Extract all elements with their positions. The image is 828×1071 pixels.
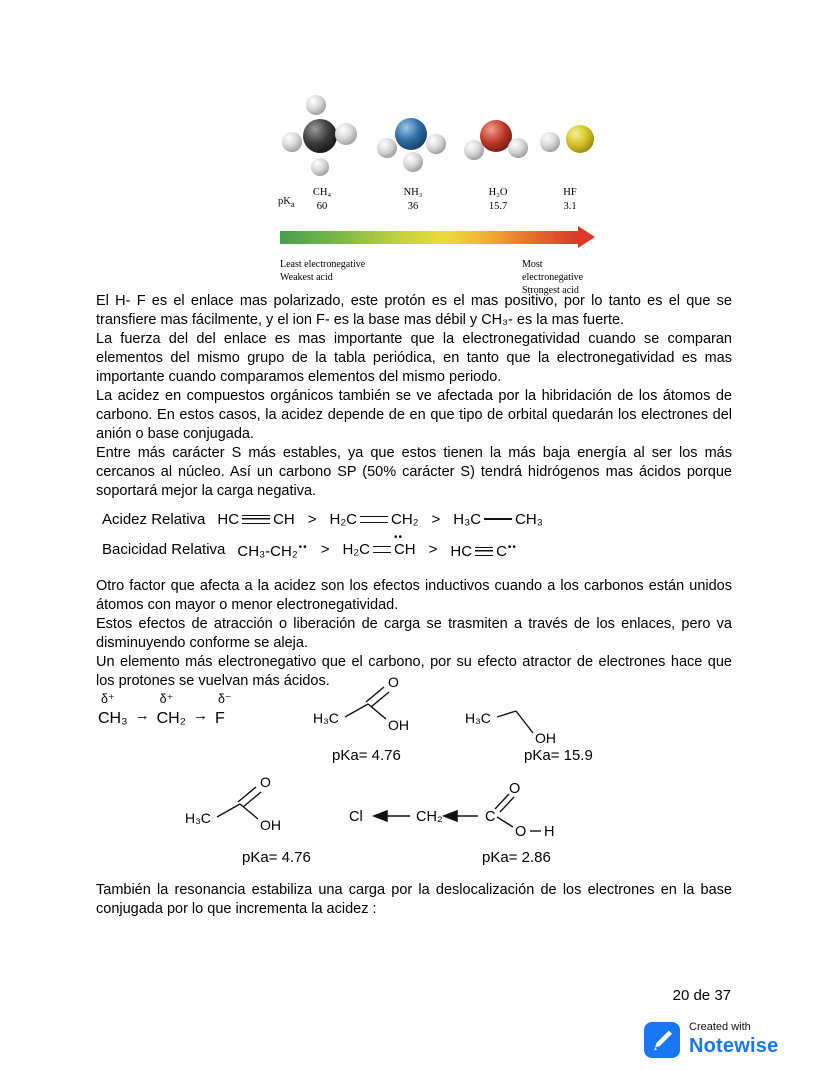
paragraph-6: Estos efectos de atracción o liberación de carga se trasmiten a través de los enlaces, pero va disminuyendo conforme se aleja. [96, 616, 732, 651]
nh3-pka: 36 [407, 201, 419, 213]
gradient-bar [280, 231, 578, 244]
right-arrow-icon: → [192, 707, 208, 725]
arrow-caption-left: Least electronegative Weakest acid [280, 259, 366, 283]
paragraph-2: La fuerza del del enlace es mas importante que la electronegatividad cuando se comparan elementos del mismo grupo de la tabla periódica, en tanto que la electronegatividad es mas importante cuando comparamos elementos del mismo periodo. [96, 331, 732, 385]
created-with-label: Created with [689, 1021, 751, 1033]
svg-text:C: C [485, 809, 496, 825]
triple-bond [475, 547, 493, 556]
acidity-trend-figure [266, 92, 606, 296]
svg-text:OH: OH [535, 730, 556, 746]
nh3-formula: NH₃ [403, 187, 423, 198]
paragraph-5: Otro factor que afecta a la acidez son los efectos inductivos cuando a los carbonos están unidos átomos con mayor o menor electronegatividad. [96, 578, 732, 613]
notewise-brand-label: Notewise [689, 1035, 779, 1058]
chain-ch3: δ⁺ CH₃ [98, 692, 128, 727]
ch4-pka: 60 [316, 201, 328, 213]
svg-text:Cl: Cl [349, 809, 363, 825]
double-bond [373, 546, 391, 553]
bacicidad-relativa-label: Bacicidad Relativa [102, 541, 226, 558]
svg-text:OH: OH [388, 717, 409, 733]
ch4-label [290, 186, 354, 214]
footer-text [689, 1021, 778, 1058]
greater-than: > [320, 541, 330, 558]
paragraph-3: La acidez en compuestos orgánicos también se ve afectada por la hibridación de los átomos de carbono. En estos casos, la acidez depende de en que tipo de orbital quedarán los electrones del anión o base conjugada. [96, 388, 732, 442]
paragraph-8: También la resonancia estabiliza una carga por la deslocalización de los electrones en la base conjugada por lo que incrementa la acidez : [96, 882, 732, 917]
acetic-acid-structure-2 [184, 775, 290, 847]
chain-f: δ⁻ F [214, 692, 232, 727]
hf-pka: 3.1 [563, 201, 577, 213]
chain-ch2: δ⁺ CH₂ [156, 692, 186, 727]
ch4-molecule-image [282, 92, 358, 182]
left-arrow-icon [374, 811, 387, 821]
formula-ethene: H₂C CH₂ [329, 511, 419, 528]
structures-block [96, 675, 776, 877]
h2o-pka: 15.7 [488, 201, 508, 213]
svg-text:O: O [509, 783, 521, 797]
hf-label [538, 186, 602, 214]
ch4-formula: CH₄ [312, 187, 332, 198]
pka-value-acetic-1: pKa= 4.76 [332, 747, 401, 764]
body-text-end [96, 881, 732, 919]
pka-value-ethanol: pKa= 15.9 [524, 747, 593, 764]
paragraph-1: El H- F es el enlace mas polarizado, este protón es el mas positivo, por lo tanto es el que se transfiere mas fácilmente, y el ion F- es la base mas débil y CH₃- es la mas fuerte. [96, 293, 732, 328]
paragraph-7: Un elemento más electronegativo que el carbono, por su efecto atractor de electrones hace que los protones se vuelvan más ácidos. [96, 654, 732, 689]
lone-pair-dots: •• [393, 532, 403, 543]
left-arrow-icon [444, 811, 457, 821]
formula-ethane: H₃C CH₃ [453, 511, 543, 528]
formula-ethyl-anion: CH₃-CH₂•• [237, 542, 308, 560]
svg-text:H₃C: H₃C [313, 710, 339, 726]
greater-than: > [428, 541, 438, 558]
body-text [96, 292, 732, 691]
svg-text:O: O [260, 775, 271, 790]
notewise-footer [644, 1021, 778, 1058]
h2o-label [466, 186, 530, 214]
molecule-models-row [266, 92, 606, 182]
single-bond [484, 518, 512, 520]
svg-text:O: O [515, 824, 527, 840]
svg-text:CH₂: CH₂ [416, 809, 443, 825]
gradient-arrowhead [578, 226, 595, 248]
formula-acetylide-anion: HC C•• [450, 542, 517, 560]
pka-axis-label: $pK_a$ [278, 196, 295, 210]
svg-text:H₃C: H₃C [185, 810, 211, 826]
greater-than: > [431, 511, 441, 528]
h2o-molecule-image [458, 92, 534, 182]
acidez-relativa-row [102, 510, 732, 529]
svg-text:H: H [544, 824, 555, 840]
svg-text:O: O [388, 675, 399, 690]
formula-ethyne: HC CH [217, 511, 295, 528]
svg-text:OH: OH [260, 817, 281, 833]
nh3-molecule-image [373, 92, 449, 182]
triple-bond [242, 515, 270, 524]
nh3-label [381, 186, 445, 214]
electronegativity-gradient-arrow [280, 226, 595, 248]
acetic-acid-structure-1 [312, 675, 418, 747]
right-arrow-icon: → [134, 707, 150, 725]
delta-plus-label: δ⁺ [101, 692, 115, 706]
svg-text:H₃C: H₃C [465, 710, 491, 726]
h2o-formula: H₂O [488, 187, 508, 198]
delta-minus-label: δ⁻ [217, 692, 232, 706]
page-number: 20 de 37 [672, 987, 731, 1004]
acidez-relativa-label: Acidez Relativa [102, 511, 206, 528]
hf-formula: HF [563, 187, 577, 198]
greater-than: > [307, 511, 317, 528]
lone-pair-dots: •• [298, 542, 308, 553]
formula-vinyl-anion: H₂C •• CH [342, 532, 416, 558]
delta-plus-label: δ⁺ [159, 692, 174, 706]
lone-pair-dots: •• [507, 542, 517, 553]
paragraph-4: Entre más carácter S más estables, ya que estos tienen la más baja energía al ser los más cercanos al núcleo. Así un carbono SP (50% carácter S) tendrá hidrógenos mas ácidos porque soportará mejor la carga negativa. [96, 445, 732, 499]
pka-value-chloroacetic: pKa= 2.86 [482, 849, 551, 866]
double-bond [360, 516, 388, 523]
chloroacetic-acid-structure [348, 783, 563, 845]
arrow-caption-right: Most electronegative Strongest acid [522, 259, 584, 296]
hf-molecule-image [530, 92, 606, 182]
bacicidad-relativa-row [102, 532, 732, 561]
inductive-chain [98, 693, 232, 727]
notewise-logo-icon [644, 1022, 680, 1058]
pka-value-acetic-2: pKa= 4.76 [242, 849, 311, 866]
